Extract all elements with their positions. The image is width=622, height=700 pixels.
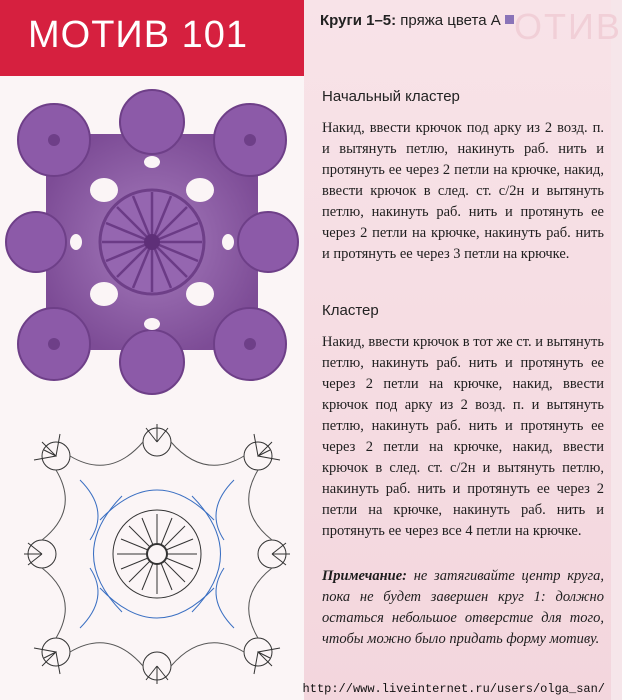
section-heading-cluster: Кластер <box>322 302 379 319</box>
instructions-panel <box>302 0 622 700</box>
page-title: МОТИВ 101 <box>28 14 249 56</box>
source-url: http://www.liveinternet.ru/users/olga_san/ <box>302 682 605 696</box>
yarn-spec: пряжа цвета А <box>400 12 501 29</box>
rounds-header <box>320 12 514 29</box>
section-text-cluster: Накид, ввести крючок в тот же ст. и вытянуть петлю, накинуть раб. нить и протянуть ее через 2 петли на крючке, накид, ввести крючок под арку из 2 возд. п. и вытянуть петлю, накинуть раб. нить и протянуть ее через 2 петли на крючке, накид, ввести крючок в след. ст. с/2н и вытянуть петлю, накинуть раб. нить и протянуть ее через 2 петли на крючке, накинуть раб. нить и протянуть ее через все 4 петли на крючке. <box>322 334 604 539</box>
crochet-chart <box>20 420 295 688</box>
left-column <box>0 0 304 700</box>
title-bar <box>0 0 304 76</box>
motif-photo <box>6 92 298 392</box>
note-text: не затягивайте центр круга, пока не будет завершен круг 1: должно остаться небольшое отверстие для того, чтобы можно было придать форму мотиву. <box>322 568 604 647</box>
note-paragraph <box>322 566 604 650</box>
section-heading-start-cluster: Начальный кластер <box>322 88 460 105</box>
watermark: ОТИВ <box>514 6 622 47</box>
yarn-color-swatch <box>505 15 514 24</box>
rounds-label: Круги 1–5: <box>320 12 397 29</box>
section-text-start-cluster: Накид, ввести крючок под арку из 2 возд. п. и вытянуть петлю, накинуть раб. нить и протянуть ее через 2 петли на крючке, накид, ввести крючок в след. ст. с/2н и вытянуть петлю, накинуть раб. нить и протянуть ее через 2 петли на крючке, накинуть раб. нить и протянуть ее через 3 петли на крючке. <box>322 120 604 262</box>
note-label: Примечание: <box>322 568 408 584</box>
